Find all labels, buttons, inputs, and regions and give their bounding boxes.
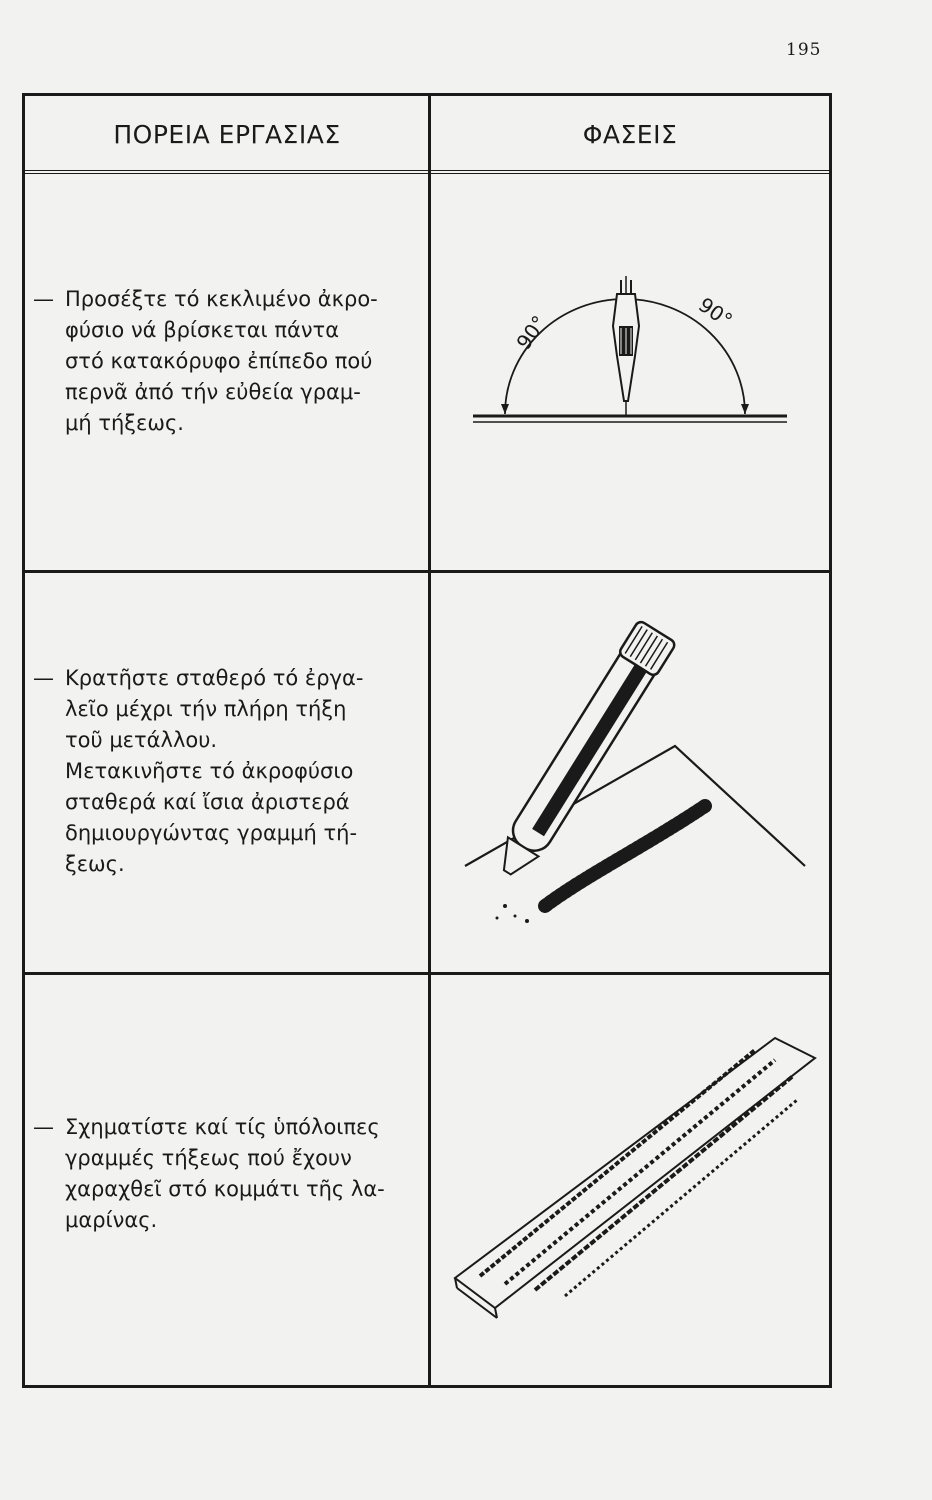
step-1-line-1: Προσέξτε τό κεκλιμένο ἀκρο- xyxy=(65,287,378,311)
header-phases: ΦΑΣΕΙΣ xyxy=(582,120,678,149)
step-1-dash: — xyxy=(33,287,54,311)
step-3-line-2: γραμμές τήξεως πού ἔχουν xyxy=(65,1146,352,1170)
step-2-line-2: λεῖο μέχρι τήν πλήρη τήξη xyxy=(65,697,347,721)
step-2-dash: — xyxy=(33,666,54,690)
step-2-line-1: Κρατῆστε σταθερό τό ἐργα- xyxy=(65,666,364,690)
step-2-line-7: ξεως. xyxy=(65,852,125,876)
step-1-text xyxy=(33,284,405,439)
step-3-line-4: μαρίνας. xyxy=(65,1208,158,1232)
header-work-procedure: ΠΟΡΕΙΑ ΕΡΓΑΣΙΑΣ xyxy=(113,120,341,149)
column-divider xyxy=(428,96,431,1385)
step-1-figure xyxy=(435,176,827,566)
step-2-line-3: τοῦ μετάλλου. xyxy=(65,728,218,752)
step-1-line-5: μή τήξεως. xyxy=(65,411,184,435)
procedure-table xyxy=(22,93,832,1388)
step-1-line-4: περνᾶ ἀπό τήν εὐθεία γραμ- xyxy=(65,380,361,404)
step-3-text xyxy=(33,1112,405,1236)
nozzle-angle-diagram-icon xyxy=(435,176,827,566)
step-3-figure xyxy=(435,978,827,1384)
row-divider-2 xyxy=(25,972,829,975)
torch-melting-line-icon xyxy=(435,576,827,968)
page-number: 195 xyxy=(786,40,822,60)
step-3-dash: — xyxy=(33,1115,54,1139)
step-2-line-5: σταθερά καί ἴσια ἀριστερά xyxy=(65,790,350,814)
step-2-line-6: δημιουργώντας γραμμή τή- xyxy=(65,821,358,845)
row-divider-1 xyxy=(25,570,829,573)
step-3-line-3: χαραχθεῖ στό κομμάτι τῆς λα- xyxy=(65,1177,385,1201)
step-3-line-1: Σχηματίστε καί τίς ὑπόλοιπες xyxy=(65,1115,380,1139)
plate-weld-lines-icon xyxy=(435,978,827,1384)
step-1-line-2: φύσιο νά βρίσκεται πάντα xyxy=(65,318,340,342)
step-1-line-3: στό κατακόρυφο ἐπίπεδο πού xyxy=(65,349,373,373)
angle-label-right: 90° xyxy=(694,292,737,333)
step-2-figure xyxy=(435,576,827,968)
step-2-text xyxy=(33,663,405,880)
angle-label-left: 90° xyxy=(511,311,552,354)
step-2-line-4: Μετακινῆστε τό ἀκροφύσιο xyxy=(65,759,354,783)
table-header-row xyxy=(25,96,829,174)
